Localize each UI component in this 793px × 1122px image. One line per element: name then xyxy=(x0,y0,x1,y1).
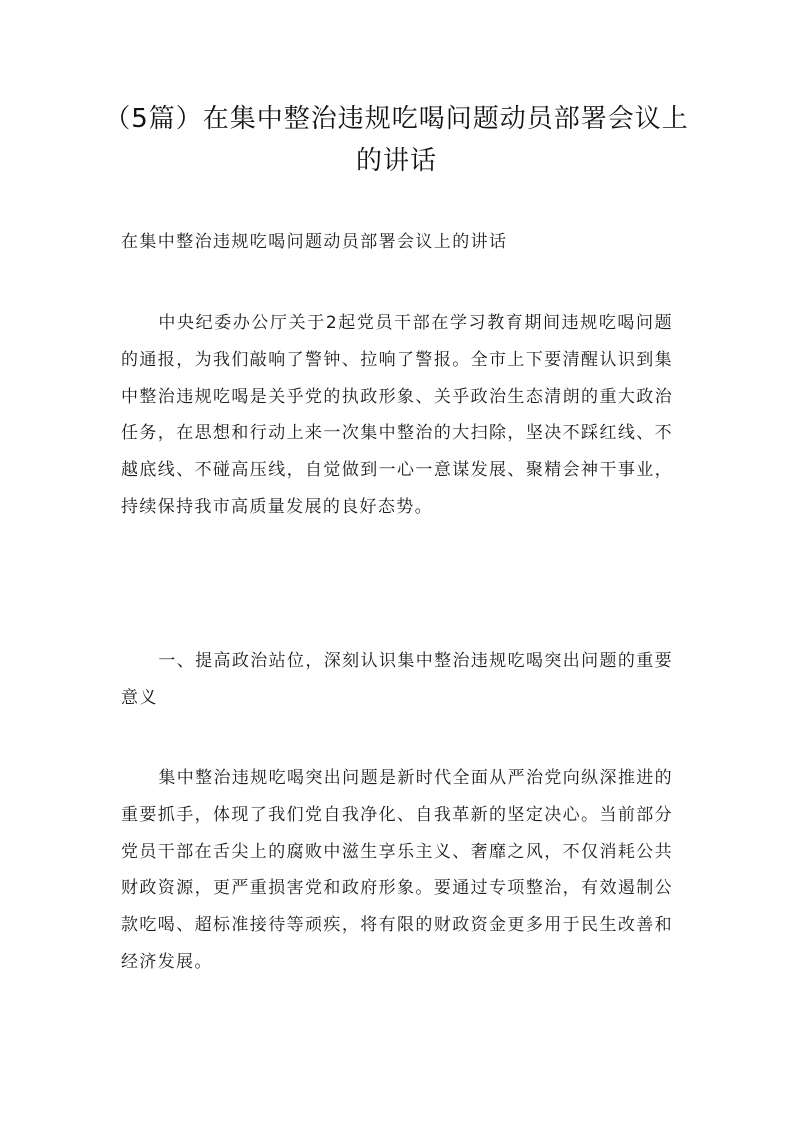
document-title: （5篇）在集中整治违规吃喝问题动员部署会议上的讲话 xyxy=(104,104,689,176)
section-heading-1: 一、提高政治站位，深刻认识集中整治违规吃喝突出问题的重要意义 xyxy=(121,651,673,708)
body-paragraph-2: 集中整治违规吃喝突出问题是新时代全面从严治党向纵深推进的重要抓手，体现了我们党自我净化、自我革新的坚定决心。当前部分党员干部在舌尖上的腐败中滋生享乐主义、奢靡之风，不仅消耗公共财政资源，更严重损害党和政府形象。要通过专项整治，有效遏制公款吃喝、超标准接待等顽疾，将有限的财政资金更多用于民生改善和经济发展。 xyxy=(121,768,673,972)
body-paragraph-1: 中央纪委办公厅关于2起党员干部在学习教育期间违规吃喝问题的通报，为我们敲响了警钟、拉响了警报。全市上下要清醒认识到集中整治违规吃喝是关乎党的执政形象、关乎政治生态清朗的重大政治任务，在思想和行动上来一次集中整治的大扫除，坚决不踩红线、不越底线、不碰高压线，自觉做到一心一意谋发展、聚精会神干事业，持续保持我市高质量发展的良好态势。 xyxy=(121,313,673,517)
speech-subtitle: 在集中整治违规吃喝问题动员部署会议上的讲话 xyxy=(121,232,508,252)
